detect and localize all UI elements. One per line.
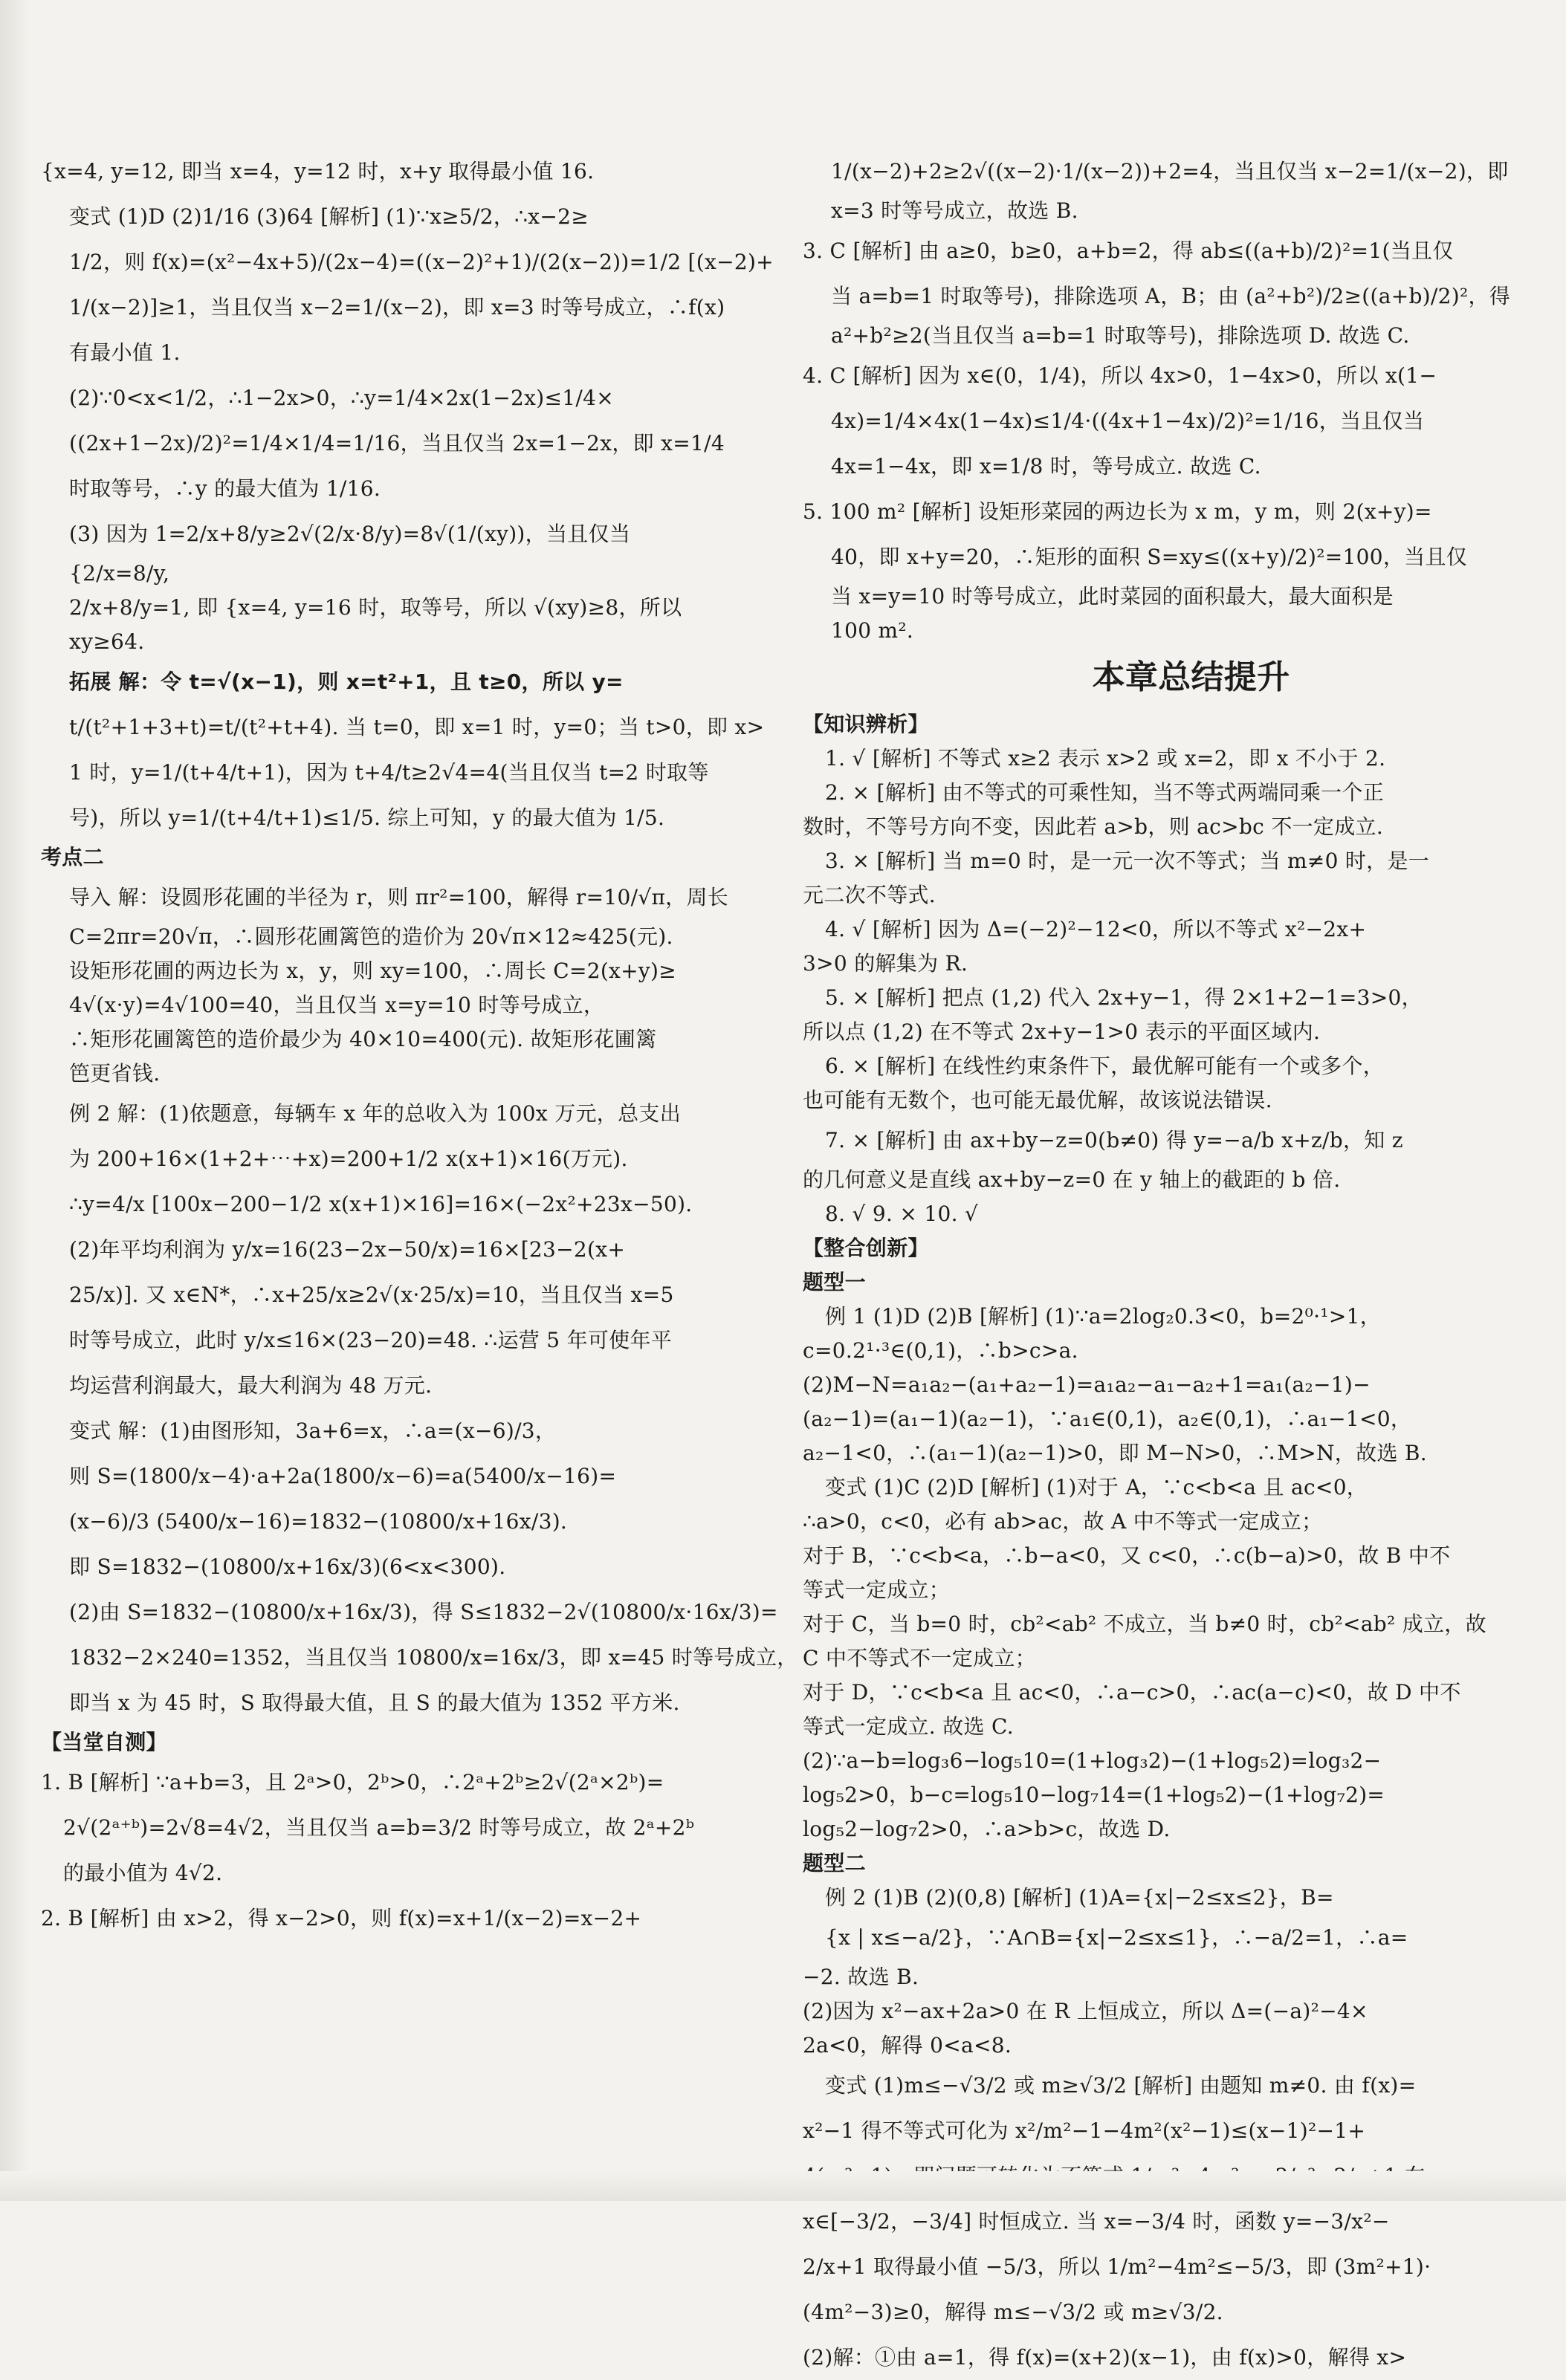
section-heading: 【知识辨析】 [803,712,929,736]
text-line: 4. C [解析] 因为 x∈(0，1/4)，所以 4x>0，1−4x>0，所以 x(1− [803,363,1437,388]
section-heading: 题型一 [803,1270,866,1294]
text-line: 例 1 (1)D (2)B [解析] (1)∵a=2log₂0.3<0，b=2⁰·¹>1， [825,1304,1382,1329]
text-line: 2/x+8/y=1, 即 {x=4, y=16 时，取等号，所以 √(xy)≥8，所以 [69,595,682,620]
text-line: 数时，不等号方向不变，因此若 a>b，则 ac>bc 不一定成立. [803,814,1384,839]
text-line: 40，即 x+y=20，∴矩形的面积 S=xy≤((x+y)/2)²=100，当且仅 [831,545,1468,569]
text-line: t/(t²+1+3+t)=t/(t²+t+4). 当 t=0，即 x=1 时，y=0；当 t>0，即 x> [69,715,765,739]
text-line: (2)因为 x²−ax+2a>0 在 R 上恒成立，所以 Δ=(−a)²−4× [803,1999,1368,2023]
text-line: (3) 因为 1=2/x+8/y≥2√(2/x·8/y)=8√(1/(xy))，当且仅当 [69,522,631,546]
text-line: 6. × [解析] 在线性约束条件下，最优解可能有一个或多个， [825,1054,1385,1078]
text-line: 1/(x−2)]≥1，当且仅当 x−2=1/(x−2)，即 x=3 时等号成立，∴f(x) [69,295,725,320]
text-line: (x−6)/3 (5400/x−16)=1832−(10800/x+16x/3). [69,1509,568,1534]
text-line: xy≥64. [69,629,145,654]
text-line: {x=4, y=12, 即当 x=4，y=12 时，x+y 取得最小值 16. [41,159,595,184]
text-line: 2√(2ᵃ⁺ᵇ)=2√8=4√2，当且仅当 a=b=3/2 时等号成立，故 2ᵃ+2ᵇ [63,1815,695,1840]
text-line: 变式 (1)m≤−√3/2 或 m≥√3/2 [解析] 由题知 m≠0. 由 f(x)= [825,2073,1417,2098]
text-line: (2)由 S=1832−(10800/x+16x/3)，得 S≤1832−2√(10800/x·16x/3)= [69,1600,778,1624]
text-line: (4m²−3)≥0，解得 m≤−√3/2 或 m≥√3/2. [803,2300,1223,2324]
text-line: ((2x+1−2x)/2)²=1/4×1/4=1/16，当且仅当 2x=1−2x，即 x=1/4 [69,431,725,455]
text-line: 1. √ [解析] 不等式 x≥2 表示 x>2 或 x=2，即 x 不小于 2. [825,746,1386,771]
text-line: 7. × [解析] 由 ax+by−z=0(b≠0) 得 y=−a/b x+z/b，知 z [825,1128,1403,1152]
text-line: 100 m². [831,618,914,643]
text-line: 例 2 (1)B (2)(0,8) [解析] (1)A={x|−2≤x≤2}，B= [825,1885,1334,1910]
text-line: a²+b²≥2(当且仅当 a=b=1 时取等号)，排除选项 D. 故选 C. [831,323,1410,348]
text-line: 元二次不等式. [803,883,936,907]
text-line: 4. √ [解析] 因为 Δ=(−2)²−12<0，所以不等式 x²−2x+ [825,917,1367,941]
text-line: (2)M−N=a₁a₂−(a₁+a₂−1)=a₁a₂−a₁−a₂+1=a₁(a₂−1)− [803,1372,1371,1397]
text-line: ∴a>0，c<0，必有 ab>ac，故 A 中不等式一定成立； [803,1509,1323,1534]
text-line: 对于 D，∵c<b<a 且 ac<0，∴a−c>0，∴ac(a−c)<0，故 D 中不 [803,1680,1461,1705]
text-line: 即 S=1832−(10800/x+16x/3)(6<x<300). [69,1554,506,1579]
text-line: 8. √ 9. × 10. √ [825,1202,979,1226]
text-line: 当 a=b=1 时取等号)，排除选项 A，B；由 (a²+b²)/2≥((a+b)/2)²，得 [831,284,1511,308]
text-line: 5. × [解析] 把点 (1,2) 代入 2x+y−1，得 2×1+2−1=3>0， [825,985,1423,1010]
section-heading: 【整合创新】 [803,1236,929,1260]
text-line: 3>0 的解集为 R. [803,951,968,976]
text-line: 也可能有无数个，也可能无最优解，故该说法错误. [803,1088,1272,1112]
text-line: log₅2−log₇2>0，∴a>b>c，故选 D. [803,1817,1171,1841]
text-line: 等式一定成立； [803,1578,951,1602]
text-line: 设矩形花圃的两边长为 x，y，则 xy=100，∴周长 C=2(x+y)≥ [69,959,677,983]
scan-edge [0,0,30,2201]
text-line: 有最小值 1. [69,340,181,365]
text-line: 导入 解：设圆形花圃的半径为 r，则 πr²=100，解得 r=10/√π，周长 [69,885,729,909]
text-line: 均运营利润最大，最大利润为 48 万元. [69,1373,433,1398]
text-line: 时等号成立，此时 y/x≤16×(23−20)=48. ∴运营 5 年可使年平 [69,1328,673,1352]
text-line: 所以点 (1,2) 在不等式 2x+y−1>0 表示的平面区域内. [803,1019,1321,1044]
text-line: 2. × [解析] 由不等式的可乘性知，当不等式两端同乘一个正 [825,780,1385,805]
text-line: c=0.2¹·³∈(0,1)，∴b>c>a. [803,1338,1078,1363]
text-line: 1832−2×240=1352，当且仅当 10800/x=16x/3，即 x=45 时等号成立， [69,1645,798,1670]
text-line: (2)∵0<x<1/2，∴1−2x>0，∴y=1/4×2x(1−2x)≤1/4× [69,386,614,410]
text-line: (2)∵a−b=log₃6−log₅10=(1+log₃2)−(1+log₅2)=log₃2− [803,1748,1382,1773]
text-line: 4√(x·y)=4√100=40，当且仅当 x=y=10 时等号成立， [69,993,605,1017]
section-heading: 【当堂自测】 [41,1730,167,1754]
text-line: 2. B [解析] 由 x>2，得 x−2>0，则 f(x)=x+1/(x−2)=x−2+ [41,1906,642,1930]
text-line: a₂−1<0，∴(a₁−1)(a₂−1)>0，即 M−N>0，∴M>N，故选 B. [803,1441,1427,1465]
text-line: 25/x)]. 又 x∈N*，∴x+25/x≥2√(x·25/x)=10，当且仅当 x=5 [69,1283,674,1307]
text-line: ∴y=4/x [100x−200−1/2 x(x+1)×16]=16×(−2x²+23x−50). [69,1192,693,1216]
right-column [803,149,1535,2380]
text-line: 2/x+1 取得最小值 −5/3，所以 1/m²−4m²≤−5/3，即 (3m²+1)· [803,2254,1431,2279]
text-line: (a₂−1)=(a₁−1)(a₂−1)，∵a₁∈(0,1)，a₂∈(0,1)，∴a₁−1<0， [803,1407,1412,1431]
text-line: 即当 x 为 45 时，S 取得最大值，且 S 的最大值为 1352 平方米. [69,1690,680,1715]
text-line: 1/(x−2)+2≥2√((x−2)·1/(x−2))+2=4，当且仅当 x−2=1/(x−2)，即 [831,159,1509,184]
chapter-summary-title: 本章总结提升 [1092,658,1290,696]
text-line: 4x=1−4x，即 x=1/8 时，等号成立. 故选 C. [831,454,1261,479]
section-heading: 考点二 [41,845,104,869]
scan-bottom-edge [0,2171,1566,2201]
text-line: x²−1 得不等式可化为 x²/m²−1−4m²(x²−1)≤(x−1)²−1+ [803,2118,1366,2143]
text-line: 为 200+16×(1+2+⋯+x)=200+1/2 x(x+1)×16(万元). [69,1147,628,1171]
text-line: 号)，所以 y=1/(t+4/t+1)≤1/5. 综上可知，y 的最大值为 1/5. [69,805,665,830]
left-column [41,149,798,1941]
text-line: −2. 故选 B. [803,1965,919,1989]
text-line: 的几何意义是直线 ax+by−z=0 在 y 轴上的截距的 b 倍. [803,1167,1341,1192]
text-line: C 中不等式不一定成立； [803,1646,1036,1670]
text-line: 对于 C，当 b=0 时，cb²<ab² 不成立，当 b≠0 时，cb²<ab² 成立，故 [803,1612,1486,1636]
text-line: 则 S=(1800/x−4)·a+2a(1800/x−6)=a(5400/x−16)= [69,1464,617,1488]
text-line: 对于 B，∵c<b<a，∴b−a<0，又 c<0，∴c(b−a)>0，故 B 中不 [803,1543,1451,1568]
text-line: 变式 解：(1)由图形知，3a+6=x，∴a=(x−6)/3， [69,1418,557,1443]
text-line: 变式 (1)C (2)D [解析] (1)对于 A，∵c<b<a 且 ac<0， [825,1475,1368,1499]
text-line: 5. 100 m² [解析] 设矩形菜园的两边长为 x m，y m，则 2(x+y)= [803,499,1432,524]
section-heading: 题型二 [803,1851,866,1875]
section-heading: 拓展 解：令 t=√(x−1)，则 x=t²+1，且 t≥0，所以 y= [69,669,624,694]
text-line: 当 x=y=10 时等号成立，此时菜园的面积最大，最大面积是 [831,584,1394,609]
text-line: 3. × [解析] 当 m=0 时，是一元一次不等式；当 m≠0 时，是一 [825,849,1430,873]
text-line: 笆更省钱. [69,1061,161,1086]
text-line: 变式 (1)D (2)1/16 (3)64 [解析] (1)∵x≥5/2，∴x−2≥ [69,204,589,229]
text-line: 时取等号，∴y 的最大值为 1/16. [69,476,381,501]
text-line: 例 2 解：(1)依题意，每辆车 x 年的总收入为 100x 万元，总支出 [69,1101,682,1126]
text-line: (2)解：①由 a=1，得 f(x)=(x+2)(x−1)，由 f(x)>0，解得 x> [803,2345,1407,2370]
text-line: {2/x=8/y, [69,561,170,586]
text-line: x∈[−3/2，−3/4] 时恒成立. 当 x=−3/4 时，函数 y=−3/x²− [803,2209,1390,2234]
text-line: {x | x≤−a/2}，∵A∩B={x|−2≤x≤1}，∴−a/2=1，∴a= [825,1925,1408,1950]
text-line: 的最小值为 4√2. [63,1861,223,1885]
text-line: 3. C [解析] 由 a≥0，b≥0，a+b=2，得 ab≤((a+b)/2)²=1(当且仅 [803,239,1454,263]
text-line: 1 时，y=1/(t+4/t+1)，因为 t+4/t≥2√4=4(当且仅当 t=2 时取等 [69,760,709,785]
text-line: log₅2>0，b−c=log₅10−log₇14=(1+log₅2)−(1+log₇2)= [803,1783,1385,1807]
text-line: 2a<0，解得 0<a<8. [803,2033,1012,2058]
text-line: 4x)=1/4×4x(1−4x)≤1/4·((4x+1−4x)/2)²=1/16，当且仅当 [831,409,1425,433]
text-line: (2)年平均利润为 y/x=16(23−2x−50/x)=16×[23−2(x+ [69,1237,626,1262]
text-line: 1. B [解析] ∵a+b=3，且 2ᵃ>0，2ᵇ>0，∴2ᵃ+2ᵇ≥2√(2ᵃ×2ᵇ)= [41,1770,664,1794]
text-line: C=2πr=20√π，∴圆形花圃篱笆的造价为 20√π×12≈425(元). [69,924,673,949]
text-line: 等式一定成立. 故选 C. [803,1714,1014,1739]
text-line: x=3 时等号成立，故选 B. [831,198,1078,223]
text-line: 1/2，则 f(x)=(x²−4x+5)/(2x−4)=((x−2)²+1)/(2(x−2))=1/2 [(x−2)+ [69,250,774,274]
text-line: ∴矩形花圃篱笆的造价最少为 40×10=400(元). 故矩形花圃篱 [69,1027,657,1051]
